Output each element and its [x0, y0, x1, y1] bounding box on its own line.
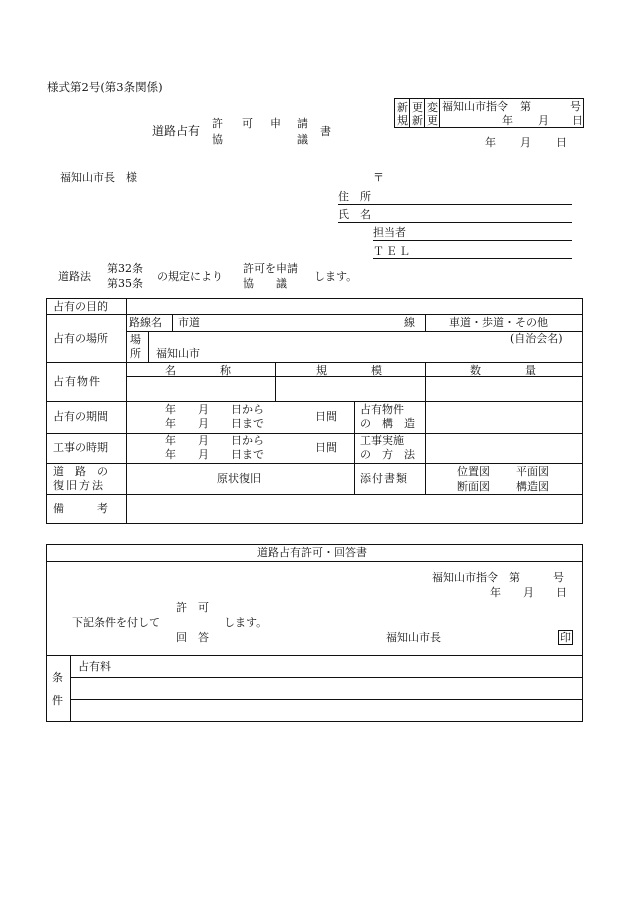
condition-line-2[interactable] — [72, 679, 580, 698]
remarks-label: 備 考 — [53, 502, 108, 515]
seal-stamp-icon: 印 — [560, 631, 571, 644]
title-prefix: 道路占有 — [152, 124, 201, 138]
period-to: 年 月 日まで — [165, 417, 264, 430]
reply-mayor: 福知山市長 — [386, 631, 441, 644]
work-method-label-2: の 方 法 — [360, 448, 415, 461]
route-name-label: 路線名 — [129, 316, 162, 329]
reply-designation: 福知山市指令 第 号 — [432, 571, 564, 584]
objects-label: 占有物件 — [53, 375, 101, 388]
line-label: 線 — [404, 316, 415, 329]
kind-change[interactable]: 変更 — [427, 101, 438, 127]
att-location-map: 位置図 — [457, 465, 490, 478]
title-gi: 議 — [297, 133, 308, 146]
restore-label-1: 道 路 の — [53, 465, 108, 478]
address-label: 住 所 — [338, 190, 371, 203]
law-prefix: 道路法 — [58, 270, 91, 283]
att-section-view: 断面図 — [457, 480, 490, 493]
tel-label: ＴＥＬ — [373, 245, 412, 258]
period-from: 年 月 日から — [165, 403, 264, 416]
work-method-label-1: 工事実施 — [360, 434, 404, 447]
structure-label-2: の 構 造 — [360, 417, 415, 430]
reply-title: 道路占有許可・回答書 — [257, 546, 367, 559]
occupancy-fee-label: 占有料 — [78, 660, 111, 673]
contact-field[interactable] — [373, 240, 572, 241]
form-number: 様式第2号(第3条関係) — [47, 80, 163, 94]
law-kyoka-shinsei: 許可を申請 — [243, 262, 298, 275]
reply-kaito: 回 答 — [176, 631, 209, 644]
period-label: 占有の期間 — [53, 410, 108, 423]
reply-shimasu: します。 — [224, 616, 268, 629]
community-label: (自治会名) — [510, 332, 563, 345]
title-kyo2: 協 — [212, 133, 223, 146]
application-month: 月 — [520, 136, 531, 149]
att-structure-view: 構造図 — [516, 480, 549, 493]
application-day: 日 — [556, 136, 567, 149]
col-scale: 規 模 — [316, 364, 382, 377]
designation-month: 月 — [538, 114, 549, 127]
purpose-label: 占有の目的 — [53, 300, 108, 313]
designation-year: 年 — [502, 114, 513, 127]
basho-bottom: 所 — [130, 347, 141, 360]
reply-conditions-attached: 下記条件を付して — [72, 616, 160, 629]
law-article-35: 第35条 — [107, 277, 143, 290]
conditions-label-2: 件 — [52, 694, 63, 707]
reply-kyoka: 許 可 — [176, 601, 209, 614]
designation-day: 日 — [572, 114, 583, 127]
restore-value: 原状復旧 — [217, 472, 261, 485]
period-days: 日間 — [315, 410, 337, 423]
address-field[interactable] — [338, 204, 572, 205]
kind-new[interactable]: 新規 — [397, 101, 408, 127]
purpose-field[interactable] — [128, 300, 580, 313]
law-suffix: します。 — [314, 270, 358, 283]
condition-line-3[interactable] — [72, 701, 580, 720]
basho-top: 場 — [130, 333, 141, 346]
col-quantity: 数 量 — [470, 364, 536, 377]
name-label: 氏 名 — [338, 208, 371, 221]
restore-label-2: 復旧方法 — [53, 479, 105, 492]
title-sho: 書 — [320, 125, 331, 138]
conditions-label-1: 条 — [52, 671, 63, 684]
name-field[interactable] — [338, 222, 572, 223]
work-from: 年 月 日から — [165, 434, 264, 447]
law-article-32: 第32条 — [107, 262, 143, 275]
reply-date: 年 月 日 — [490, 586, 567, 599]
contact-label: 担当者 — [373, 226, 406, 239]
title-sei: 請 — [297, 117, 308, 130]
law-middle: の規定により — [157, 270, 223, 283]
work-period-label: 工事の時期 — [53, 441, 108, 454]
tel-field[interactable] — [373, 258, 572, 259]
att-plan-view: 平面図 — [516, 465, 549, 478]
postal-mark: 〒 — [373, 171, 384, 184]
application-year: 年 — [485, 136, 496, 149]
structure-label-1: 占有物件 — [360, 403, 404, 416]
addressee: 福知山市長 様 — [60, 171, 137, 184]
place-label: 占有の場所 — [53, 332, 108, 345]
remarks-field[interactable] — [128, 496, 580, 522]
work-to: 年 月 日まで — [165, 448, 264, 461]
designation-label: 福知山市指令 — [442, 100, 508, 113]
work-days: 日間 — [315, 441, 337, 454]
designation-go: 号 — [570, 100, 581, 113]
designation-dai: 第 — [520, 100, 531, 113]
road-options[interactable]: 車道・歩道・その他 — [449, 316, 548, 329]
road-type: 市道 — [178, 316, 200, 329]
kind-renew[interactable]: 更新 — [412, 101, 423, 127]
title-shin: 申 — [270, 117, 281, 130]
title-ka: 可 — [242, 117, 253, 130]
col-name: 名 称 — [165, 364, 231, 377]
place-city: 福知山市 — [156, 347, 200, 360]
title-kyo: 許 — [212, 117, 223, 130]
law-kyogi: 協 議 — [243, 277, 287, 290]
attachments-label: 添付書類 — [360, 472, 408, 485]
